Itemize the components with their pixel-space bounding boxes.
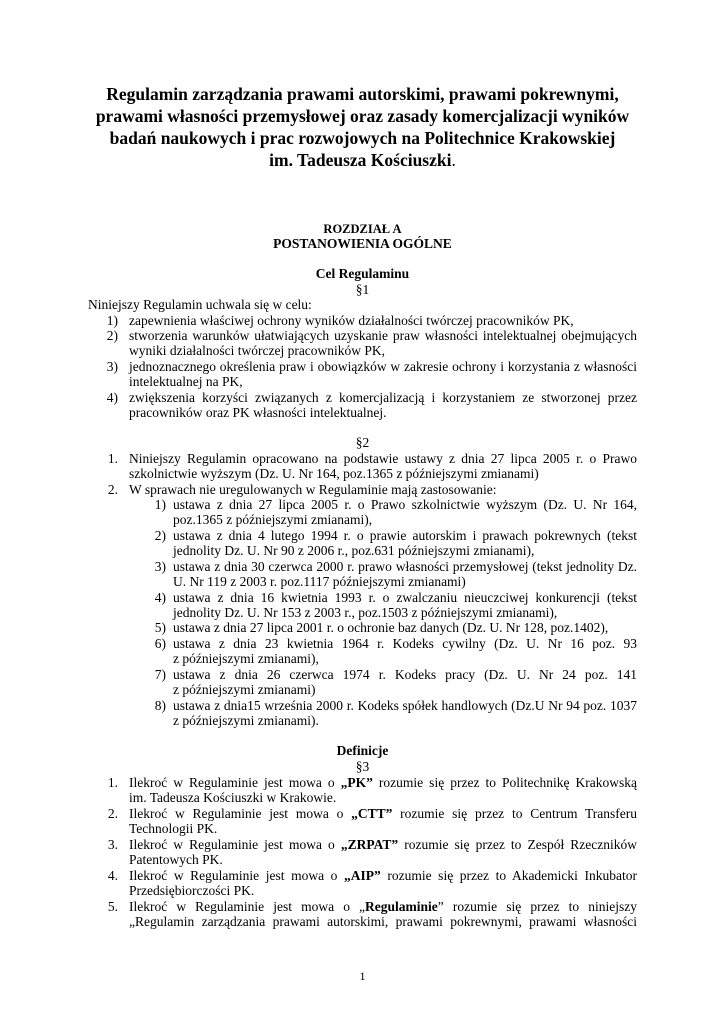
- definition-pre: Ilekroć w Regulaminie jest mowa o „: [129, 899, 366, 914]
- definition-item: [129, 837, 637, 852]
- list-number: 4.: [107, 868, 118, 883]
- list-number: 3): [106, 359, 118, 374]
- definition-pre: Ilekroć w Regulaminie jest mowa o: [129, 806, 352, 821]
- act-number: 8): [154, 698, 166, 713]
- definition-post: rozumie się przez to Politechnikę Krakowską: [372, 775, 637, 790]
- act-number: 6): [154, 636, 166, 651]
- list-item: W sprawach nie uregulowanych w Regulaminie mają zastosowanie:: [129, 482, 497, 497]
- definition-cont: „Regulamin zarządzania prawami autorskimi, prawami pokrewnymi, prawami własności: [129, 914, 637, 929]
- definition-cont: Technologii PK.: [129, 821, 218, 836]
- act-item-cont: z późniejszymi zmianami),: [173, 651, 319, 666]
- document-title: [80, 83, 645, 171]
- list-item-cont: pracowników oraz PK własności intelektualnej.: [129, 405, 387, 420]
- section-heading: Definicje: [336, 743, 389, 758]
- page-number: 1: [359, 969, 366, 983]
- list-number: 2): [106, 328, 118, 343]
- definition-term: „CTT”: [351, 806, 393, 821]
- act-number: 1): [154, 497, 166, 512]
- list-number: 1.: [107, 451, 118, 466]
- list-number: 1.: [107, 775, 118, 790]
- act-item-cont: jednolity Dz. U. Nr 90 z 2006 r., poz.631 późniejszymi zmianami),: [173, 543, 535, 558]
- definition-cont: Patentowych PK.: [129, 852, 223, 867]
- definition-pre: Ilekroć w Regulaminie jest mowa o: [129, 837, 341, 852]
- act-item-cont: z późniejszymi zmianami): [173, 682, 316, 697]
- act-item-cont: jednolity Dz. U. Nr 153 z 2003 r., poz.1503 z późniejszymi zmianami),: [173, 605, 558, 620]
- act-number: 3): [154, 559, 166, 574]
- paragraph-number: §2: [355, 435, 370, 450]
- list-number: 2.: [107, 806, 118, 821]
- definition-item: [129, 899, 637, 914]
- act-item-cont: z późniejszymi zmianami).: [173, 713, 319, 728]
- definition-item: [129, 806, 637, 821]
- act-item: ustawa z dnia 26 czerwca 1974 r. Kodeks pracy (Dz. U. Nr 24 poz. 141: [173, 667, 637, 682]
- definition-pre: Ilekroć w Regulaminie jest mowa o: [129, 868, 345, 883]
- title-line: Regulamin zarządzania prawami autorskimi, prawami pokrewnymi,: [106, 84, 619, 104]
- section-heading: Cel Regulaminu: [315, 266, 410, 281]
- definition-item: [129, 868, 637, 883]
- title-line: prawami własności przemysłowej oraz zasady komercjalizacji wyników: [95, 106, 630, 126]
- list-item: zwiększenia korzyści związanych z komercjalizacją i korzystaniem ze stworzonej przez: [129, 390, 637, 405]
- chapter-name: POSTANOWIENIA OGÓLNE: [273, 236, 452, 251]
- definition-pre: Ilekroć w Regulaminie jest mowa o: [129, 775, 341, 790]
- definition-post: ” rozumie się przez to niniejszy: [437, 899, 637, 914]
- paragraph-number: §1: [355, 282, 370, 297]
- list-number: 1): [106, 313, 118, 328]
- list-number: 3.: [107, 837, 118, 852]
- act-item: ustawa z dnia 16 kwietnia 1993 r. o zwalczaniu nieuczciwej konkurencji (tekst: [173, 590, 637, 605]
- act-item: ustawa z dnia 27 lipca 2005 r. o Prawo szkolnictwie wyższym (Dz. U. Nr 164,: [173, 497, 637, 512]
- definition-post: rozumie się przez to Akademicki Inkubator: [380, 868, 637, 883]
- section-intro: Niniejszy Regulamin uchwala się w celu:: [88, 297, 312, 312]
- act-item-cont: poz.1365 z późniejszymi zmianami),: [173, 512, 373, 527]
- list-item: zapewnienia właściwej ochrony wyników działalności twórczej pracowników PK,: [129, 313, 574, 328]
- act-item: ustawa z dnia 23 kwietnia 1964 r. Kodeks cywilny (Dz. U. Nr 16 poz. 93: [173, 636, 637, 651]
- definition-cont: Przedsiębiorczości PK.: [129, 883, 255, 898]
- definition-term: Regulaminie: [365, 899, 438, 914]
- act-item: ustawa z dnia 30 czerwca 2000 r. prawo własności przemysłowej (tekst jednolity Dz.: [173, 559, 637, 574]
- definition-post: rozumie się przez to Zespół Rzeczników: [398, 837, 637, 852]
- act-item: ustawa z dnia15 września 2000 r. Kodeks spółek handlowych (Dz.U Nr 94 poz. 1037: [173, 698, 637, 713]
- definition-item: [129, 775, 637, 790]
- list-item: jednoznacznego określenia praw i obowiązków w zakresie ochrony i korzystania z własności: [129, 359, 637, 374]
- definition-term: „ZRPAT”: [340, 837, 399, 852]
- act-number: 2): [154, 528, 166, 543]
- list-number: 5.: [107, 899, 118, 914]
- list-item-cont: szkolnictwie wyższym (Dz. U. Nr 164, poz.1365 z późniejszymi zmianami): [129, 466, 539, 481]
- list-item: Niniejszy Regulamin opracowano na podstawie ustawy z dnia 27 lipca 2005 r. o Prawo: [129, 451, 637, 466]
- chapter-label: ROZDZIAŁ A: [323, 222, 402, 236]
- title-tail: .: [451, 150, 456, 170]
- act-item: ustawa z dnia 27 lipca 2001 r. o ochronie baz danych (Dz. U. Nr 128, poz.1402),: [173, 620, 609, 635]
- list-item-cont: intelektualnej na PK,: [129, 374, 243, 389]
- list-number: 2.: [107, 482, 118, 497]
- title-line: badań naukowych i prac rozwojowych na Politechnice Krakowskiej: [109, 128, 616, 148]
- paragraph-number: §3: [355, 759, 370, 774]
- title-line: [80, 149, 645, 171]
- definition-term: „PK”: [340, 775, 373, 790]
- definition-cont: im. Tadeusza Kościuszki w Krakowie.: [129, 790, 337, 805]
- list-number: 4): [106, 390, 118, 405]
- act-number: 5): [154, 620, 166, 635]
- definition-term: „AIP”: [344, 868, 381, 883]
- act-item-cont: U. Nr 119 z 2003 r. poz.1117 późniejszymi zmianami): [173, 574, 466, 589]
- list-item-cont: wyniki działalności twórczej pracowników PK,: [129, 343, 386, 358]
- act-number: 7): [154, 667, 166, 682]
- definition-post: rozumie się przez to Centrum Transferu: [392, 806, 637, 821]
- act-item: ustawa z dnia 4 lutego 1994 r. o prawie autorskim i prawach pokrewnych (tekst: [173, 528, 637, 543]
- list-item: stworzenia warunków ułatwiających uzyskanie praw własności intelektualnej obejmujących: [129, 328, 637, 343]
- act-number: 4): [154, 590, 166, 605]
- title-bold-part: im. Tadeusza Kościuszki: [269, 150, 452, 170]
